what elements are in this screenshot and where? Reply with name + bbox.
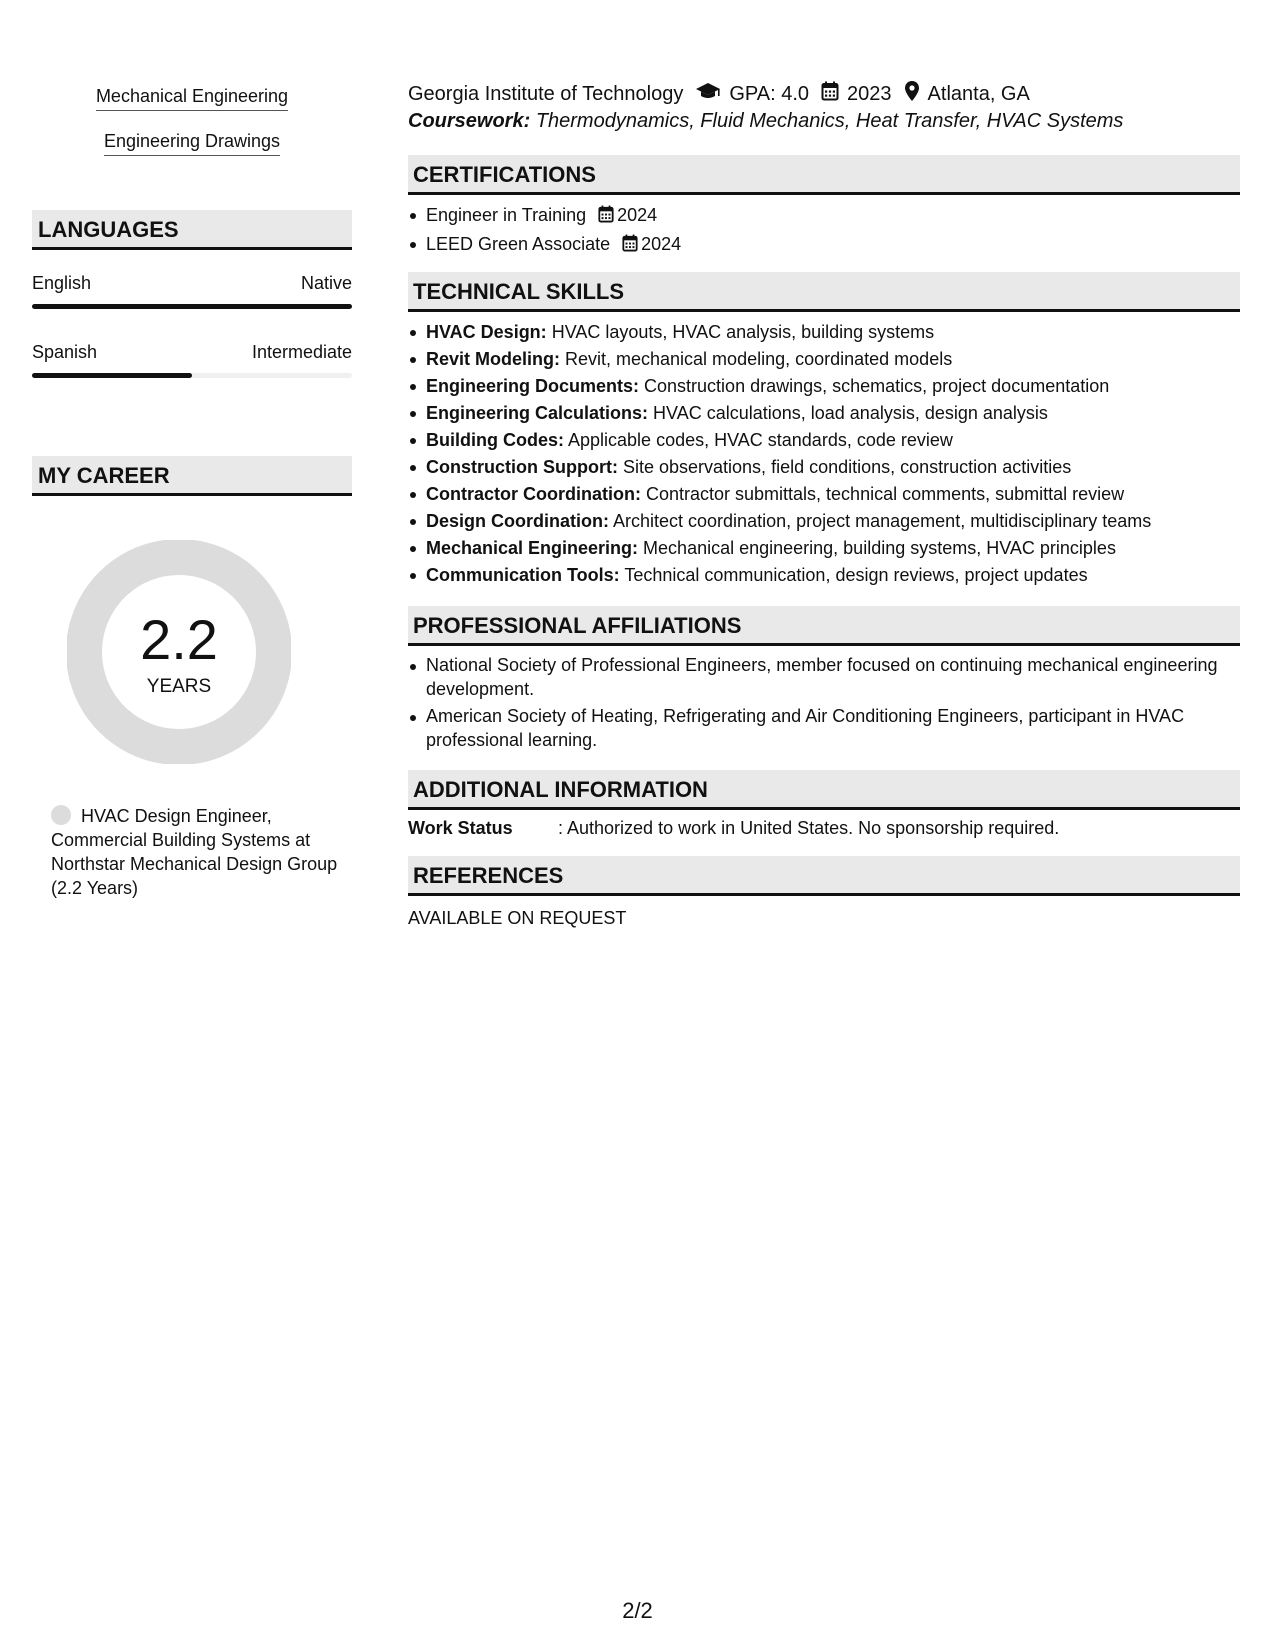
language-spanish [32, 342, 352, 378]
graduation-cap-icon [695, 81, 721, 107]
certification-item [426, 202, 1236, 231]
language-level: Intermediate [251, 342, 352, 362]
map-pin-icon [904, 80, 920, 108]
skill-label: Engineering Documents: [426, 376, 640, 396]
calendar-icon [622, 233, 638, 260]
skill-label: Design Coordination: [426, 511, 609, 531]
certifications-heading: CERTIFICATIONS [408, 155, 1240, 195]
language-proficiency-fill [32, 373, 192, 378]
affiliations-heading: PROFESSIONAL AFFILIATIONS [408, 606, 1240, 646]
language-level: Native [300, 273, 352, 293]
coursework-label: Coursework: [408, 110, 531, 132]
calendar-icon [821, 81, 839, 107]
skill-item [426, 481, 1236, 508]
skill-text: Site observations, field conditions, construction activities [617, 457, 1072, 477]
career-item-text: HVAC Design Engineer, Commercial Building Systems at Northstar Mechanical Design Group (2.2 Years) [51, 806, 338, 898]
language-name: Spanish [32, 342, 98, 362]
skill-item [426, 508, 1236, 535]
work-status [408, 818, 1059, 839]
skill-item [426, 454, 1236, 481]
skill-text: HVAC layouts, HVAC analysis, building systems [546, 322, 935, 342]
skill-label: Construction Support: [426, 457, 618, 477]
skill-text: HVAC calculations, load analysis, design analysis [648, 403, 1048, 423]
career-years-donut [67, 540, 291, 764]
skill-label: Mechanical Engineering: [426, 538, 639, 558]
coursework-list: Thermodynamics, Fluid Mechanics, Heat Transfer, HVAC Systems [535, 110, 1124, 132]
tag-engineering-drawings: Engineering Drawings [104, 131, 280, 156]
skill-item [426, 400, 1236, 427]
skill-text: Revit, mechanical modeling, coordinated models [560, 349, 953, 369]
graduation-year: 2023 [847, 82, 892, 105]
skill-item [426, 373, 1236, 400]
languages-heading: LANGUAGES [32, 210, 352, 250]
career-years-value: 2.2 [140, 608, 218, 671]
affiliations-list [426, 653, 1236, 755]
gpa: GPA: 4.0 [729, 82, 810, 105]
skill-label: Revit Modeling: [426, 349, 560, 369]
skill-text: Applicable codes, HVAC standards, code review [564, 430, 953, 450]
certification-year: 2024 [617, 205, 658, 225]
skill-text: Architect coordination, project management, multidisciplinary teams [609, 511, 1152, 531]
skill-label: Communication Tools: [426, 565, 620, 585]
skill-tags [32, 86, 352, 176]
page-number: 2/2 [622, 1598, 653, 1623]
career-years-unit: YEARS [146, 676, 212, 697]
work-status-value: : Authorized to work in United States. No sponsorship required. [558, 818, 1060, 838]
skills-heading: TECHNICAL SKILLS [408, 272, 1240, 312]
skill-text: Technical communication, design reviews, project updates [619, 565, 1088, 585]
school-name: Georgia Institute of Technology [408, 82, 684, 105]
certification-name: LEED Green Associate [426, 234, 611, 254]
affiliation-item: National Society of Professional Engineers, member focused on continuing mechanical engineering development. [426, 653, 1236, 701]
skill-item [426, 346, 1236, 373]
skill-label: Contractor Coordination: [426, 484, 641, 504]
language-english [32, 273, 352, 309]
skill-text: Construction drawings, schematics, project documentation [639, 376, 1110, 396]
skill-item [426, 427, 1236, 454]
calendar-icon [598, 204, 614, 231]
references-heading: REFERENCES [408, 856, 1240, 896]
certification-year: 2024 [641, 234, 682, 254]
skill-text: Contractor submittals, technical comments, submittal review [640, 484, 1125, 504]
work-status-label: Work Status [408, 818, 513, 838]
coursework [408, 110, 1123, 133]
skill-item [426, 319, 1236, 346]
skill-label: HVAC Design: [426, 322, 547, 342]
skill-text: Mechanical engineering, building systems, HVAC principles [638, 538, 1116, 558]
skills-list [426, 319, 1236, 589]
skill-label: Engineering Calculations: [426, 403, 649, 423]
language-proficiency-fill [32, 304, 352, 309]
skill-item [426, 562, 1236, 589]
skill-item [426, 535, 1236, 562]
affiliation-item: American Society of Heating, Refrigerating and Air Conditioning Engineers, participant in HVAC professional learning. [426, 704, 1236, 752]
certifications-list [426, 202, 1236, 260]
tag-mechanical-engineering: Mechanical Engineering [96, 86, 288, 111]
language-proficiency-bar [32, 304, 352, 309]
career-heading: MY CAREER [32, 456, 352, 496]
additional-info-heading: ADDITIONAL INFORMATION [408, 770, 1240, 810]
references-text: AVAILABLE ON REQUEST [408, 908, 627, 928]
skill-label: Building Codes: [426, 430, 564, 450]
language-proficiency-bar [32, 373, 352, 378]
career-item [51, 804, 341, 900]
education-line [408, 80, 1030, 108]
certification-item [426, 231, 1236, 260]
school-location: Atlanta, GA [927, 82, 1030, 105]
career-legend-dot [51, 805, 71, 825]
language-name: English [32, 273, 92, 293]
certification-name: Engineer in Training [426, 205, 587, 225]
